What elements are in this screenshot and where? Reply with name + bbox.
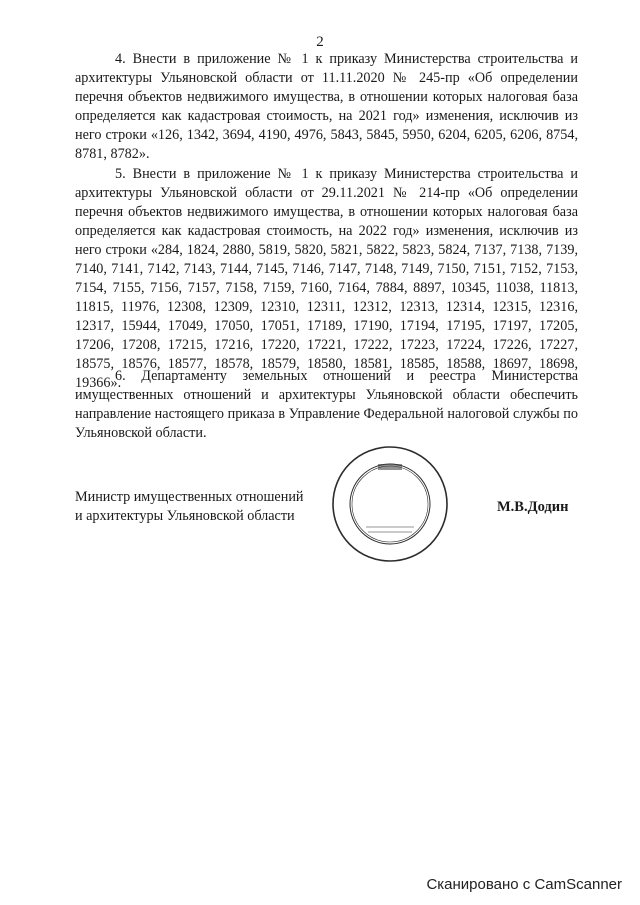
paragraph-item-6: 6. Департаменту земельных отношений и реестра Министерства имущественных отношений и архитектуры Ульяновской области обеспечить направление настоящего приказа в Управление Федеральной налоговой службы по Ульяновской области. <box>75 368 578 441</box>
page-number: 2 <box>316 34 324 50</box>
signatory-title-line-1: Министр имущественных отношений <box>75 489 304 505</box>
seal-icon <box>330 444 450 564</box>
signatory-title-line-2: и архитектуры Ульяновской области <box>75 508 295 524</box>
official-seal <box>330 444 450 564</box>
signatory-title <box>75 488 335 526</box>
signatory-name: М.В.Додин <box>497 499 569 515</box>
scanner-watermark: Сканировано с CamScanner <box>426 876 622 893</box>
paragraph-item-5: 5. Внести в приложение № 1 к приказу Министерства строительства и архитектуры Ульяновской области от 29.11.2021 № 214-пр «Об определении перечня объектов недвижимого имущества, в отношении которых налоговая база определяется как кадастровая стоимость, на 2022 год» изменения, исключив из него строки «284, 1824, 2880, 5819, 5820, 5821, 5822, 5823, 5824, 7137, 7138, 7139, 7140, 7141, 7142, 7143, 7144, 7145, 7146, 7147, 7148, 7149, 7150, 7151, 7152, 7153, 7154, 7155, 7156, 7157, 7158, 7159, 7160, 7164, 7884, 8897, 10345, 11038, 11813, 11815, 11976, 12308, 12309, 12310, 12311, 12312, 12313, 12314, 12315, 12316, 12317, 15944, 17049, 17050, 17051, 17189, 17190, 17194, 17195, 17197, 17205, 17206, 17208, 17215, 17216, 17220, 17221, 17222, 17223, 17224, 17226, 17227, 18575, 18576, 18577, 18578, 18579, 18580, 18581, 18585, 18588, 18697, 18698, 19366». <box>75 166 578 391</box>
paragraph-item-4: 4. Внести в приложение № 1 к приказу Министерства строительства и архитектуры Ульяновской области от 11.11.2020 № 245-пр «Об определении перечня объектов недвижимого имущества, в отношении которых налоговая база определяется как кадастровая стоимость, на 2021 год» изменения, исключив из него строки «126, 1342, 3694, 4190, 4976, 5843, 5845, 5950, 6204, 6205, 6206, 8754, 8781, 8782». <box>75 51 578 162</box>
